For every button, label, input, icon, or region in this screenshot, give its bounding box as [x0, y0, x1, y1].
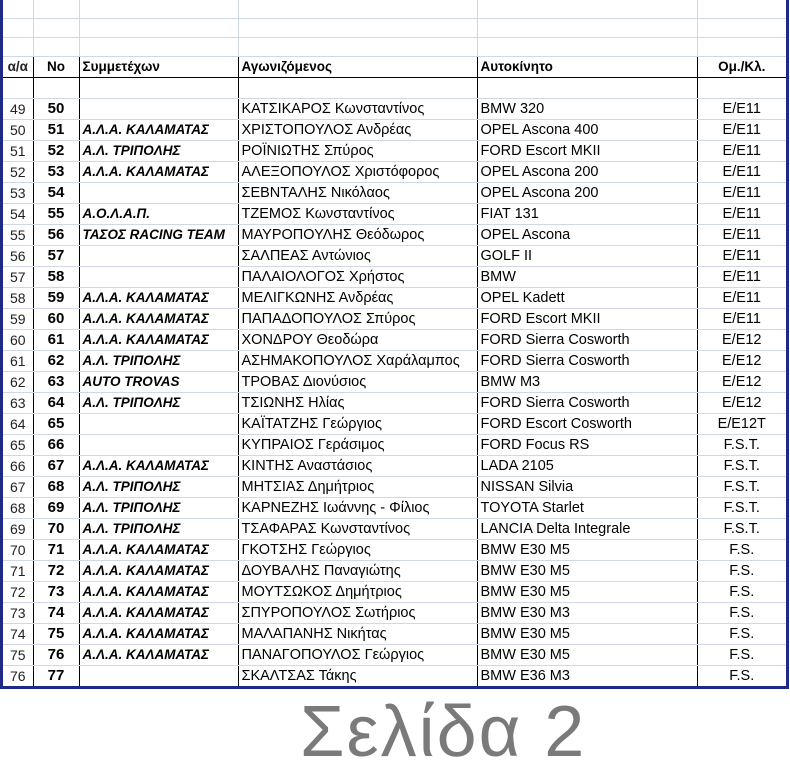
entry-number[interactable]: 52 — [33, 141, 79, 162]
driver-name[interactable]: ΠΑΠΑΔΟΠΟΥΛΟΣ Σπύρος — [238, 309, 477, 330]
car-model[interactable]: OPEL Kadett — [477, 288, 697, 309]
car-model[interactable]: FIAT 131 — [477, 204, 697, 225]
class-group[interactable]: E/E11 — [697, 246, 786, 267]
car-model[interactable]: OPEL Ascona 200 — [477, 183, 697, 204]
entry-number[interactable]: 54 — [33, 183, 79, 204]
table-row — [3, 498, 786, 519]
row-index[interactable]: 53 — [3, 183, 33, 204]
table-row — [3, 351, 786, 372]
table-row — [3, 99, 786, 120]
table-row — [3, 540, 786, 561]
entry-number[interactable]: 72 — [33, 561, 79, 582]
driver-name[interactable]: ΧΟΝΔΡΟΥ Θεοδώρα — [238, 330, 477, 351]
class-group[interactable]: E/E12 — [697, 330, 786, 351]
cell[interactable] — [238, 19, 477, 38]
table-row — [3, 456, 786, 477]
entry-number[interactable]: 53 — [33, 162, 79, 183]
row-index[interactable]: 74 — [3, 624, 33, 645]
driver-name[interactable]: ΜΑΛΑΠΑΝΗΣ Νικήτας — [238, 624, 477, 645]
car-model[interactable]: OPEL Ascona — [477, 225, 697, 246]
team-name[interactable] — [79, 267, 238, 288]
entry-number[interactable]: 62 — [33, 351, 79, 372]
cell[interactable] — [3, 38, 33, 57]
class-group[interactable]: E/E12 — [697, 372, 786, 393]
team-name[interactable] — [79, 666, 238, 687]
driver-name[interactable]: ΣΑΛΠΕΑΣ Αντώνιος — [238, 246, 477, 267]
entry-number[interactable]: 68 — [33, 477, 79, 498]
cell[interactable] — [697, 38, 786, 57]
cell[interactable] — [33, 78, 79, 99]
row-index[interactable]: 56 — [3, 246, 33, 267]
cell[interactable] — [3, 0, 33, 19]
row-index[interactable]: 76 — [3, 666, 33, 687]
car-model[interactable]: NISSAN Silvia — [477, 477, 697, 498]
entry-number[interactable]: 51 — [33, 120, 79, 141]
driver-name[interactable]: ΓΚΟΤΣΗΣ Γεώργιος — [238, 540, 477, 561]
header-class[interactable]: Ομ./Κλ. — [697, 57, 786, 78]
entry-number[interactable]: 64 — [33, 393, 79, 414]
cell[interactable] — [79, 19, 238, 38]
car-model[interactable]: TOYOTA Starlet — [477, 498, 697, 519]
team-name[interactable]: ΤΑΣΟΣ RACING TEAM — [79, 225, 238, 246]
team-name[interactable]: Α.Λ. ΤΡΙΠΟΛΗΣ — [79, 498, 238, 519]
car-model[interactable]: BMW E30 M5 — [477, 624, 697, 645]
entry-number[interactable]: 70 — [33, 519, 79, 540]
driver-name[interactable]: ΠΑΛΑΙΟΛΟΓΟΣ Χρήστος — [238, 267, 477, 288]
class-group[interactable]: E/E11 — [697, 120, 786, 141]
driver-name[interactable]: ΔΟΥΒΑΛΗΣ Παναγιώτης — [238, 561, 477, 582]
table-row — [3, 603, 786, 624]
driver-name[interactable]: ΑΣΗΜΑΚΟΠΟΥΛΟΣ Χαράλαμπος — [238, 351, 477, 372]
driver-name[interactable]: ΜΕΛΙΓΚΩΝΗΣ Ανδρέας — [238, 288, 477, 309]
table-row — [3, 645, 786, 666]
driver-name[interactable]: ΧΡΙΣΤΟΠΟΥΛΟΣ Ανδρέας — [238, 120, 477, 141]
car-model[interactable]: FORD Focus RS — [477, 435, 697, 456]
row-index[interactable]: 62 — [3, 372, 33, 393]
driver-name[interactable]: ΚΑΤΣΙΚΑΡΟΣ Κωνσταντίνος — [238, 99, 477, 120]
empty-row — [3, 19, 786, 38]
team-name[interactable]: Α.Ο.Λ.Α.Π. — [79, 204, 238, 225]
row-index[interactable]: 52 — [3, 162, 33, 183]
table-row — [3, 435, 786, 456]
car-model[interactable]: LADA 2105 — [477, 456, 697, 477]
row-index[interactable]: 60 — [3, 330, 33, 351]
driver-name[interactable]: ΚΙΝΤΗΣ Αναστάσιος — [238, 456, 477, 477]
entry-number[interactable]: 61 — [33, 330, 79, 351]
car-model[interactable]: FORD Sierra Cosworth — [477, 330, 697, 351]
print-area-border-right — [786, 0, 789, 689]
class-group[interactable]: E/E11 — [697, 204, 786, 225]
driver-name[interactable]: ΚΑΪΤΑΤΖΗΣ Γεώργιος — [238, 414, 477, 435]
class-group[interactable]: E/E11 — [697, 99, 786, 120]
cell[interactable] — [477, 19, 697, 38]
driver-name[interactable]: ΚΥΠΡΑΙΟΣ Γεράσιμος — [238, 435, 477, 456]
entry-number[interactable]: 50 — [33, 99, 79, 120]
class-group[interactable]: E/E12 — [697, 351, 786, 372]
driver-name[interactable]: ΤΣΑΦΑΡΑΣ Κωνσταντίνος — [238, 519, 477, 540]
row-index[interactable]: 54 — [3, 204, 33, 225]
class-group[interactable]: F.S. — [697, 645, 786, 666]
row-index[interactable]: 69 — [3, 519, 33, 540]
entry-number[interactable]: 63 — [33, 372, 79, 393]
team-name[interactable]: Α.Λ.Α. ΚΑΛΑΜΑΤΑΣ — [79, 603, 238, 624]
cell[interactable] — [79, 0, 238, 19]
row-index[interactable]: 57 — [3, 267, 33, 288]
table-row — [3, 561, 786, 582]
cell[interactable] — [697, 0, 786, 19]
car-model[interactable]: OPEL Ascona 400 — [477, 120, 697, 141]
team-name[interactable]: Α.Λ.Α. ΚΑΛΑΜΑΤΑΣ — [79, 456, 238, 477]
class-group[interactable]: F.S. — [697, 582, 786, 603]
class-group[interactable]: E/E11 — [697, 225, 786, 246]
row-index[interactable]: 61 — [3, 351, 33, 372]
entry-number[interactable]: 57 — [33, 246, 79, 267]
team-name[interactable]: Α.Λ.Α. ΚΑΛΑΜΑΤΑΣ — [79, 120, 238, 141]
entry-number[interactable]: 55 — [33, 204, 79, 225]
row-index[interactable]: 71 — [3, 561, 33, 582]
car-model[interactable]: FORD Escort Cosworth — [477, 414, 697, 435]
class-group[interactable]: F.S.T. — [697, 477, 786, 498]
class-group[interactable]: F.S. — [697, 624, 786, 645]
header-driver[interactable]: Αγωνιζόμενος — [238, 57, 477, 78]
row-index[interactable]: 58 — [3, 288, 33, 309]
row-index[interactable]: 50 — [3, 120, 33, 141]
driver-name[interactable]: ΤΖΕΜΟΣ Κωνσταντίνος — [238, 204, 477, 225]
cell[interactable] — [238, 78, 477, 99]
team-name[interactable]: Α.Λ.Α. ΚΑΛΑΜΑΤΑΣ — [79, 624, 238, 645]
car-model[interactable]: BMW — [477, 267, 697, 288]
team-name[interactable] — [79, 435, 238, 456]
team-name[interactable]: Α.Λ.Α. ΚΑΛΑΜΑΤΑΣ — [79, 540, 238, 561]
header-row — [3, 57, 786, 78]
entry-number[interactable]: 75 — [33, 624, 79, 645]
row-index[interactable]: 67 — [3, 477, 33, 498]
driver-name[interactable]: ΜΟΥΤΣΩΚΟΣ Δημήτριος — [238, 582, 477, 603]
driver-name[interactable]: ΜΑΥΡΟΠΟΥΛΗΣ Θεόδωρος — [238, 225, 477, 246]
table-row — [3, 372, 786, 393]
row-index[interactable]: 55 — [3, 225, 33, 246]
driver-name[interactable]: ΡΟΪΝΙΩΤΗΣ Σπύρος — [238, 141, 477, 162]
cell[interactable] — [238, 38, 477, 57]
team-name[interactable]: Α.Λ.Α. ΚΑΛΑΜΑΤΑΣ — [79, 582, 238, 603]
row-index[interactable]: 49 — [3, 99, 33, 120]
table-row — [3, 624, 786, 645]
table-row — [3, 393, 786, 414]
table-row — [3, 309, 786, 330]
print-area-border-bottom — [0, 686, 789, 689]
cell[interactable] — [477, 0, 697, 19]
driver-name[interactable]: ΠΑΝΑΓΟΠΟΥΛΟΣ Γεώργιος — [238, 645, 477, 666]
table-row — [3, 162, 786, 183]
table-row — [3, 204, 786, 225]
table-row — [3, 288, 786, 309]
team-name[interactable]: Α.Λ.Α. ΚΑΛΑΜΑΤΑΣ — [79, 162, 238, 183]
class-group[interactable]: E/E11 — [697, 183, 786, 204]
team-name[interactable]: Α.Λ. ΤΡΙΠΟΛΗΣ — [79, 351, 238, 372]
table-row — [3, 141, 786, 162]
car-model[interactable]: BMW E30 M5 — [477, 561, 697, 582]
row-index[interactable]: 75 — [3, 645, 33, 666]
driver-name[interactable]: ΑΛΕΞΟΠΟΥΛΟΣ Χριστόφορος — [238, 162, 477, 183]
entry-number[interactable]: 66 — [33, 435, 79, 456]
header-index[interactable]: α/α — [3, 57, 33, 78]
class-group[interactable]: F.S.T. — [697, 435, 786, 456]
table-row — [3, 582, 786, 603]
entry-number[interactable]: 71 — [33, 540, 79, 561]
entry-number[interactable]: 73 — [33, 582, 79, 603]
team-name[interactable]: Α.Λ.Α. ΚΑΛΑΜΑΤΑΣ — [79, 309, 238, 330]
car-model[interactable]: LANCIA Delta Integrale — [477, 519, 697, 540]
driver-name[interactable]: ΜΗΤΣΙΑΣ Δημήτριος — [238, 477, 477, 498]
car-model[interactable]: FORD Sierra Cosworth — [477, 393, 697, 414]
driver-name[interactable]: ΣΚΑΛΤΣΑΣ Τάκης — [238, 666, 477, 687]
table-row — [3, 267, 786, 288]
table-row — [3, 666, 786, 687]
class-group[interactable]: F.S. — [697, 666, 786, 687]
team-name[interactable] — [79, 99, 238, 120]
cell[interactable] — [79, 78, 238, 99]
car-model[interactable]: BMW 320 — [477, 99, 697, 120]
team-name[interactable]: AUTO TROVAS — [79, 372, 238, 393]
table-row — [3, 120, 786, 141]
team-name[interactable]: Α.Λ. ΤΡΙΠΟΛΗΣ — [79, 477, 238, 498]
team-name[interactable]: Α.Λ. ΤΡΙΠΟΛΗΣ — [79, 519, 238, 540]
car-model[interactable]: BMW E30 M5 — [477, 582, 697, 603]
team-name[interactable]: Α.Λ.Α. ΚΑΛΑΜΑΤΑΣ — [79, 645, 238, 666]
page-watermark: Σελίδα 2 — [300, 692, 587, 772]
team-name[interactable]: Α.Λ.Α. ΚΑΛΑΜΑΤΑΣ — [79, 330, 238, 351]
table-row — [3, 477, 786, 498]
team-name[interactable]: Α.Λ.Α. ΚΑΛΑΜΑΤΑΣ — [79, 561, 238, 582]
cell[interactable] — [33, 38, 79, 57]
entry-number[interactable]: 65 — [33, 414, 79, 435]
table-row — [3, 246, 786, 267]
header-number[interactable]: Νο — [33, 57, 79, 78]
entry-number[interactable]: 59 — [33, 288, 79, 309]
cell[interactable] — [3, 78, 33, 99]
entry-number[interactable]: 74 — [33, 603, 79, 624]
class-group[interactable]: F.S.T. — [697, 519, 786, 540]
class-group[interactable]: F.S.T. — [697, 456, 786, 477]
row-index[interactable]: 66 — [3, 456, 33, 477]
car-model[interactable]: BMW E30 M5 — [477, 645, 697, 666]
entry-number[interactable]: 67 — [33, 456, 79, 477]
row-index[interactable]: 51 — [3, 141, 33, 162]
car-model[interactable]: BMW E36 M3 — [477, 666, 697, 687]
entry-number[interactable]: 77 — [33, 666, 79, 687]
entry-list-table — [3, 0, 786, 687]
car-model[interactable]: OPEL Ascona 200 — [477, 162, 697, 183]
driver-name[interactable]: ΤΡΟΒΑΣ Διονύσιος — [238, 372, 477, 393]
team-name[interactable]: Α.Λ.Α. ΚΑΛΑΜΑΤΑΣ — [79, 288, 238, 309]
car-model[interactable]: GOLF II — [477, 246, 697, 267]
cell[interactable] — [697, 78, 786, 99]
row-index[interactable]: 70 — [3, 540, 33, 561]
row-index[interactable]: 59 — [3, 309, 33, 330]
row-index[interactable]: 68 — [3, 498, 33, 519]
row-index[interactable]: 64 — [3, 414, 33, 435]
header-car[interactable]: Αυτοκίνητο — [477, 57, 697, 78]
table-row — [3, 225, 786, 246]
car-model[interactable]: FORD Escort MKII — [477, 141, 697, 162]
cell[interactable] — [79, 38, 238, 57]
entry-number[interactable]: 58 — [33, 267, 79, 288]
team-name[interactable] — [79, 246, 238, 267]
table-row — [3, 519, 786, 540]
class-group[interactable]: E/E11 — [697, 309, 786, 330]
car-model[interactable]: BMW E30 M3 — [477, 603, 697, 624]
team-name[interactable] — [79, 414, 238, 435]
entry-number[interactable]: 69 — [33, 498, 79, 519]
cell[interactable] — [3, 19, 33, 38]
car-model[interactable]: FORD Sierra Cosworth — [477, 351, 697, 372]
car-model[interactable]: FORD Escort MKII — [477, 309, 697, 330]
cell[interactable] — [33, 19, 79, 38]
class-group[interactable]: F.S.T. — [697, 498, 786, 519]
cell[interactable] — [697, 19, 786, 38]
empty-row — [3, 0, 786, 19]
driver-name[interactable]: ΣΕΒΝΤΑΛΗΣ Νικόλαος — [238, 183, 477, 204]
cell[interactable] — [477, 78, 697, 99]
row-index[interactable]: 72 — [3, 582, 33, 603]
team-name[interactable]: Α.Λ. ΤΡΙΠΟΛΗΣ — [79, 393, 238, 414]
cell[interactable] — [33, 0, 79, 19]
car-model[interactable]: BMW E30 M5 — [477, 540, 697, 561]
class-group[interactable]: F.S. — [697, 540, 786, 561]
table-row — [3, 414, 786, 435]
class-group[interactable]: F.S. — [697, 603, 786, 624]
row-index[interactable]: 65 — [3, 435, 33, 456]
class-group[interactable]: E/E12 — [697, 393, 786, 414]
cell[interactable] — [238, 0, 477, 19]
team-name[interactable]: Α.Λ. ΤΡΙΠΟΛΗΣ — [79, 141, 238, 162]
class-group[interactable]: E/E11 — [697, 141, 786, 162]
entry-number[interactable]: 60 — [33, 309, 79, 330]
print-area-border-left — [0, 0, 3, 689]
empty-row — [3, 78, 786, 99]
driver-name[interactable]: ΤΣΙΩΝΗΣ Ηλίας — [238, 393, 477, 414]
row-index[interactable]: 63 — [3, 393, 33, 414]
driver-name[interactable]: ΣΠΥΡΟΠΟΥΛΟΣ Σωτήριος — [238, 603, 477, 624]
driver-name[interactable]: ΚΑΡΝΕΖΗΣ Ιωάννης - Φίλιος — [238, 498, 477, 519]
team-name[interactable] — [79, 183, 238, 204]
class-group[interactable]: F.S. — [697, 561, 786, 582]
table-row — [3, 183, 786, 204]
class-group[interactable]: E/E12T — [697, 414, 786, 435]
class-group[interactable]: E/E11 — [697, 288, 786, 309]
class-group[interactable]: E/E11 — [697, 267, 786, 288]
car-model[interactable]: BMW M3 — [477, 372, 697, 393]
entry-number[interactable]: 56 — [33, 225, 79, 246]
table-row — [3, 330, 786, 351]
entry-number[interactable]: 76 — [33, 645, 79, 666]
empty-row — [3, 38, 786, 57]
header-team[interactable]: Συμμετέχων — [79, 57, 238, 78]
class-group[interactable]: E/E11 — [697, 162, 786, 183]
cell[interactable] — [477, 38, 697, 57]
row-index[interactable]: 73 — [3, 603, 33, 624]
